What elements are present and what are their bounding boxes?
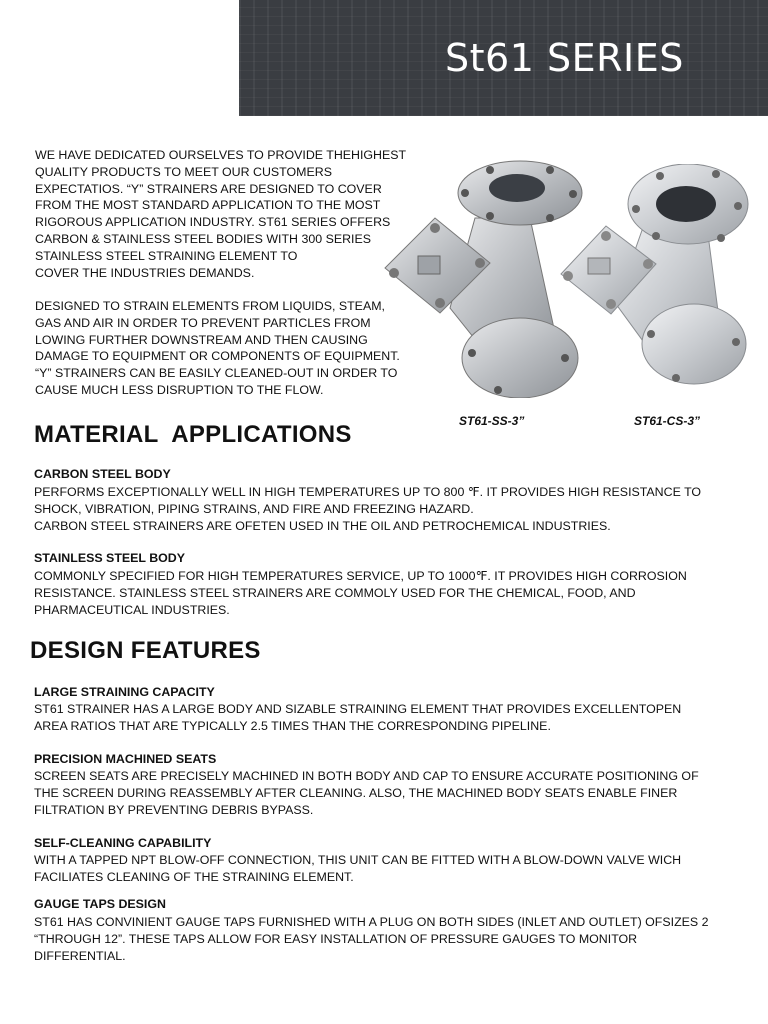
feature-body-self-cleaning: WITH A TAPPED NPT BLOW-OFF CONNECTION, THIS UNIT CAN BE FITTED WITH A BLOW-DOWN VALVE WICH FACILIATES CLEANING OF THE STRAINING ELEMENT. [34, 853, 682, 884]
strainer-cs-image [556, 164, 756, 404]
design-features-heading: DESIGN FEATURES [30, 637, 261, 664]
caption-cs: ST61-CS-3” [634, 414, 701, 428]
intro-paragraph-1: WE HAVE DEDICATED OURSELVES TO PROVIDE THEHIGHEST QUALITY PRODUCTS TO MEET OUR CUSTOMERS EXPECTATIOS. “Y” STRAINERS ARE DESIGNED TO COVER FROM THE MOST STANDARD APPLICATION TO THE MOST RIGOROUS APPLICATION INDUSTRY. ST61 SERIES OFFERS CARBON & STAINLESS STEEL BODIES WITH 300 SERIES STAINLESS STEEL STRAINING ELEMENT TO COVER THE INDUSTRIES DEMANDS. [35, 148, 407, 280]
feature-title-self-cleaning: SELF-CLEANING CAPABILITY [34, 836, 212, 850]
material-applications-heading: MATERIAL APPLICATIONS [34, 421, 352, 448]
stainless-steel-title: STAINLESS STEEL BODY [34, 551, 186, 565]
carbon-steel-title: CARBON STEEL BODY [34, 467, 171, 481]
feature-body-gauge-taps: ST61 HAS CONVINIENT GAUGE TAPS FURNISHED WITH A PLUG ON BOTH SIDES (INLET AND OUTLET) OFSIZES 2 “THROUGH 12”. THESE TAPS ALLOW FOR EASY INSTALLATION OF PRESSURE GAUGES TO MONITOR DIFFERENTIAL. [34, 915, 709, 963]
feature-title-seats: PRECISION MACHINED SEATS [34, 752, 217, 766]
caption-ss: ST61-SS-3” [459, 414, 525, 428]
feature-body-seats: SCREEN SEATS ARE PRECISELY MACHINED IN BOTH BODY AND CAP TO ENSURE ACCURATE POSITIONING OF THE SCREEN DURING REASSEMBLY AFTER CLEANING. ALSO, THE MACHINED BODY SEATS ENABLE FINER FILTRATION BY PREVENTING DEBRIS BYPASS. [34, 769, 699, 817]
page-title: St61 SERIES [445, 36, 684, 80]
header-banner [239, 0, 768, 116]
feature-title-gauge-taps: GAUGE TAPS DESIGN [34, 897, 166, 911]
carbon-steel-body: PERFORMS EXCEPTIONALLY WELL IN HIGH TEMPERATURES UP TO 800 ℉. IT PROVIDES HIGH RESISTANCE TO SHOCK, VIBRATION, PIPING STRAINS, AND FIRE AND FREEZING HAZARD. CARBON STEEL STRAINERS ARE OFETEN USED IN THE OIL AND PETROCHEMICAL INDUSTRIES. [34, 485, 702, 533]
intro-paragraph-2: DESIGNED TO STRAIN ELEMENTS FROM LIQUIDS, STEAM, GAS AND AIR IN ORDER TO PREVENT PARTICLES FROM LOWING FURTHER DOWNSTREAM AND THEN CAUSING DAMAGE TO EQUIPMENT OR COMPONENTS OF EQUIPMENT. “Y” STRAINERS CAN BE EASILY CLEANED-OUT IN ORDER TO CAUSE MUCH LESS DISRUPTION TO THE FLOW. [35, 299, 400, 397]
feature-title-capacity: LARGE STRAINING CAPACITY [34, 685, 215, 699]
stainless-steel-body: COMMONLY SPECIFIED FOR HIGH TEMPERATURES SERVICE, UP TO 1000℉. IT PROVIDES HIGH CORROSION RESISTANCE. STAINLESS STEEL STRAINERS ARE COMMOLY USED FOR THE CHEMICAL, FOOD, AND PHARMACEUTICAL INDUSTRIES. [34, 569, 687, 617]
feature-body-capacity: ST61 STRAINER HAS A LARGE BODY AND SIZABLE STRAINING ELEMENT THAT PROVIDES EXCELLENTOPEN AREA RATIOS THAT ARE TYPICALLY 2.5 TIMES THAN THE CORRESPONDING PIPELINE. [34, 702, 682, 733]
